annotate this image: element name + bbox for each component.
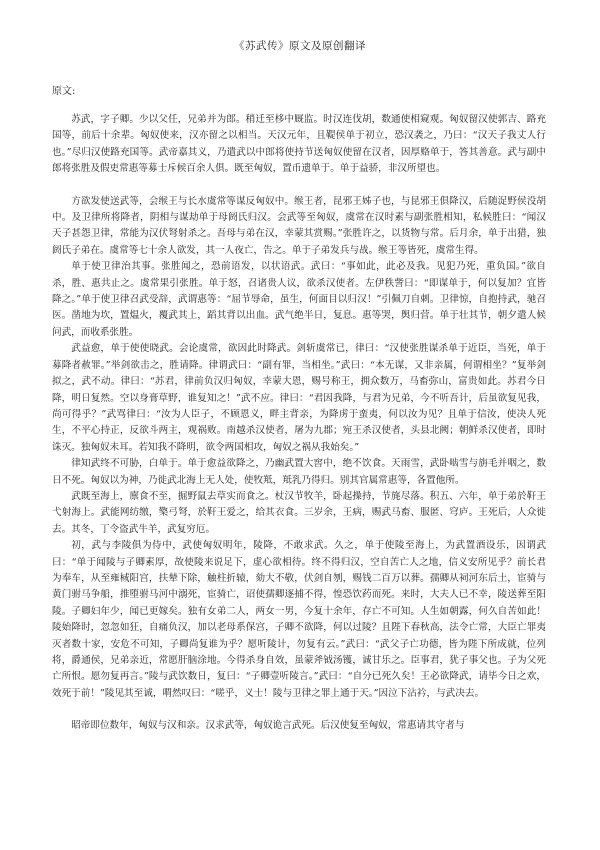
section-label: 原文: [52, 86, 76, 97]
paragraph: 初，武与李陵俱为侍中，武使匈奴明年，陵降，不敢求武。久之，单于使陵至海上，为武置酒设乐，因谓武曰：“单于闻陵与子卿素厚，故使陵来说足下，虚心欲相待。终不得归汉，空自苦亡人之地，信义安所见乎？前长君为奉车，从至雍棫阳宫，扶辇下除，触柱折辕，劾大不敬，伏剑自刎，赐钱二百万以葬。孺卿从祠河东后土，宦骑与黄门驸马争船，推堕驸马河中溺死，宦骑亡，诏使孺卿逐捕不得，惶恐饮药而死。来时，大夫人已不幸，陵送葬至阳陵。子卿妇年少，闻已更嫁矣。独有女弟二人，两女一男，今复十余年，存亡不可知。人生如朝露，何久自苦如此！陵始降时，忽忽如狂，自痛负汉，加以老母系保宫，子卿不欲降，何以过陵？且陛下春秋高，法令亡常，大臣亡罪夷灭者数十家，安危不可知，子卿尚复谁为乎？愿听陵计，勿复有云。”武曰：“武父子亡功德，皆为陛下所成就，位列将，爵通侯，兄弟亲近，常愿肝脑涂地。今得杀身自效，虽蒙斧钺汤镬，诚甘乐之。臣事君，犹子事父也。子为父死亡所恨。愿勿复再言。”陵与武饮数日，复曰：“子卿壹听陵言。”武曰：“自分已死久矣！王必欲降武，请毕今日之欢，效死于前！”陵见其至诚，喟然叹曰：“嗟乎，义士！陵与卫律之罪上通于天。”因泣下沾衿，与武决去。 [52, 540, 546, 699]
paragraph: 武益愈，单于使使晓武。会论虞常，欲因此时降武。剑斩虞常已，律曰：“汉使张胜谋杀单于近臣，当死，单于募降者赦罪。”举剑欲击之，胜请降。律谓武曰：“副有罪，当相坐。”武曰：“本无谋，又非亲属，何谓相坐？”复举剑拟之，武不动。律曰：“苏君，律前负汉归匈奴，幸蒙大恩，赐号称王，拥众数万，马畜弥山，富贵如此。苏君今日降，明日复然。空以身膏草野，谁复知之！”武不应。律曰：“君因我降，与君为兄弟，今不听吾计，后虽欲复见我，尚可得乎？”武骂律曰：“汝为人臣子，不顾恩义，畔主背亲，为降虏于蛮夷，何以汝为见？且单于信汝，使决人死生，不平心持正，反欲斗两主，观祸败。南越杀汉使者，屠为九郡；宛王杀汉使者，头县北阙；朝鲜杀汉使者，即时诛灭。独匈奴未耳。若知我不降明，欲令两国相攻，匈奴之祸从我始矣。” [52, 343, 546, 453]
paragraph: 昭帝即位数年，匈奴与汉和亲。汉求武等，匈奴诡言武死。后汉使复至匈奴，常惠请其守者与 [71, 720, 465, 732]
document-body [52, 112, 546, 735]
paragraph: 律知武终不可胁，白单于。单于愈益欲降之，乃幽武置大窖中，绝不饮食。天雨雪，武卧啮雪与旃毛并咽之，数日不死。匈奴以为神，乃徙武北海上无人处，使牧羝，羝乳乃得归。别其官属常惠等，各置他所。 [52, 458, 546, 486]
document-title: 《苏武传》原文及原创翻译 [234, 40, 366, 52]
paragraph: 苏武，字子卿。少以父任，兄弟并为郎。稍迁至栘中厩监。时汉连伐胡，数通使相窥观。匈奴留汉使郭吉、路充国等，前后十余辈。匈奴使来，汉亦留之以相当。天汉元年，且鞮侯单于初立，恐汉袭之，乃曰：“汉天子我丈人行也。”尽归汉使路充国等。武帝嘉其义，乃遣武以中郎将使持节送匈奴使留在汉者，因厚赂单于，答其善意。武与副中郎将张胜及假吏常惠等募士斥候百余人俱。既至匈奴，置币遗单于。单于益骄，非汉所望也。 [52, 114, 546, 175]
paragraph: 方欲发使送武等，会缑王与长水虞常等谋反匈奴中。缑王者，昆邪王姊子也，与昆邪王俱降汉，后随浞野侯没胡中。及卫律所将降者，阴相与谋劫单于母阏氏归汉。会武等至匈奴，虞常在汉时素与副张胜相知，私候胜曰：“闻汉天子甚怨卫律，常能为汉伏弩射杀之。吾母与弟在汉，幸蒙其赏赐。”张胜许之，以货物与常。后月余，单于出猎，独阏氏子弟在。虞常等七十余人欲发，其一人夜亡，告之。单于子弟发兵与战。缑王等皆死，虞常生得。 [52, 195, 546, 256]
paragraph: 武既至海上，廪食不至，掘野鼠去草实而食之。杖汉节牧羊，卧起操持，节旄尽落。积五、六年，单于弟於靬王弋射海上。武能网纺缴，檠弓弩，於靬王爱之，给其衣食。三岁余，王病，赐武马畜、服匿、穹庐。王死后，人众徙去。其冬，丁令盗武牛羊，武复穷厄。 [52, 490, 546, 535]
paragraph: 单于使卫律治其事。张胜闻之，恐前语发，以状语武。武曰：“事如此，此必及我。见犯乃死，重负国。”欲自杀，胜、惠共止之。虞常果引张胜。单于怒，召诸贵人议，欲杀汉使者。左伊秩訾曰：“即谋单于，何以复加？宜皆降之。”单于使卫律召武受辞，武谓惠等：“屈节辱命，虽生，何面目以归汉！”引佩刀自刺。卫律惊，自抱持武，驰召医。凿地为坎，置煴火，覆武其上，蹈其背以出血。武气绝半日，复息。惠等哭，舆归营。单于壮其节，朝夕遣人候问武，而收系张胜。 [52, 261, 546, 338]
